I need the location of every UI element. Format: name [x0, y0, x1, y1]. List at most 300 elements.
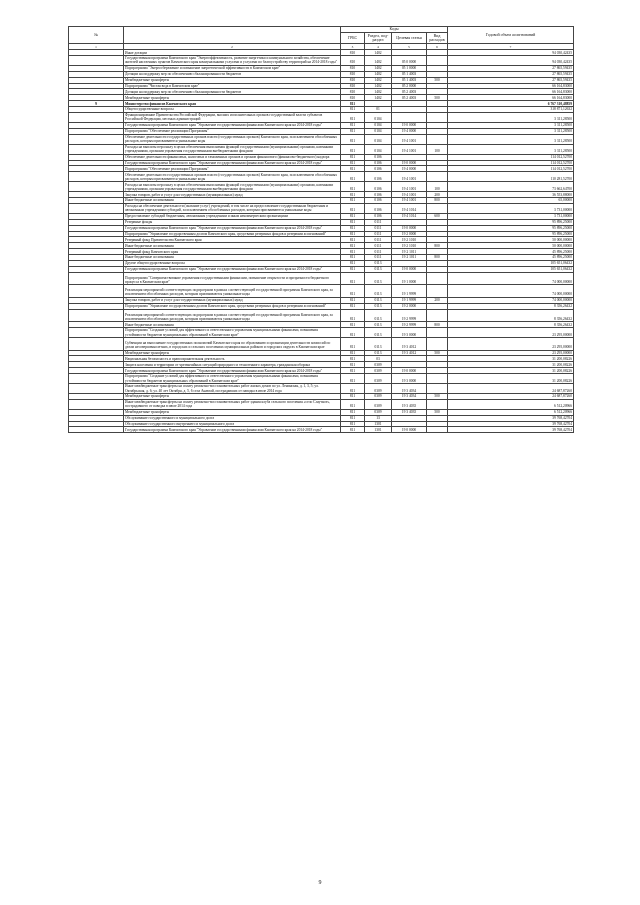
row-name: Иные дотации — [124, 50, 341, 56]
row-expense-type: 800 — [427, 322, 448, 328]
table-row — [69, 134, 574, 144]
row-expense-type — [427, 309, 448, 322]
row-number — [69, 285, 124, 298]
row-grbs: 811 — [341, 309, 365, 322]
row-number — [69, 309, 124, 322]
row-target: 19 1 9999 — [392, 297, 427, 303]
row-razdel: 0309 — [365, 374, 392, 384]
row-grbs: 811 — [341, 260, 365, 266]
row-target: 05 2 4003 — [392, 89, 427, 95]
row-number — [69, 56, 124, 66]
row-grbs: 811 — [341, 182, 365, 192]
row-name: Национальная безопасность и правоохранительная деятельность — [124, 356, 341, 362]
row-razdel: 1402 — [365, 89, 392, 95]
row-expense-type — [427, 285, 448, 298]
row-razdel: 0106 — [365, 192, 392, 198]
row-grbs: 810 — [341, 65, 365, 71]
row-expense-type: 800 — [427, 255, 448, 261]
row-name: Государственная программа Камчатского края "Управление государственными финансами Камчатского края на 2014-2018 годы" — [124, 122, 341, 128]
row-razdel: 0309 — [365, 399, 392, 409]
row-razdel: 01 — [365, 107, 392, 113]
row-grbs: 811 — [341, 128, 365, 134]
row-target: 19 3 4012 — [392, 337, 427, 350]
row-name: Подпрограмма "Создание условий для эффективного и ответственного управления муниципальными финансами, повышения устойчивости бюджетов муниципальных образований в Камчатском крае" — [124, 374, 341, 384]
row-expense-type — [427, 384, 448, 394]
row-expense-type: 800 — [427, 243, 448, 249]
row-grbs: 811 — [341, 266, 365, 272]
row-amount: 45 896,25000 — [448, 255, 574, 261]
col-sum-header: Годовой объем ассигнований — [448, 27, 574, 44]
row-razdel: 1402 — [365, 56, 392, 66]
table-row — [69, 384, 574, 394]
row-grbs: 810 — [341, 83, 365, 89]
row-grbs: 811 — [341, 154, 365, 160]
row-target: 19 0 0000 — [392, 266, 427, 272]
table-row — [69, 285, 574, 298]
row-target: 19 3 4035 — [392, 399, 427, 409]
row-name: Реализация мероприятий соответствующих подпрограмм в рамках соответствующей государственной программы Камчатского края, за исключением обособленных расходов, которым присваиваются уникальные коды — [124, 309, 341, 322]
row-target: 19 0 0000 — [392, 122, 427, 128]
row-name: Государственная программа Камчатского края "Управление государственными финансами Камчатского края на 2014-2018 годы" — [124, 427, 341, 433]
row-razdel: 0113 — [365, 285, 392, 298]
row-name: Резервные фонды — [124, 219, 341, 225]
row-target: 19 3 4012 — [392, 350, 427, 356]
row-target: 19 0 0000 — [392, 225, 427, 231]
row-amount: 105 651,06432 — [448, 266, 574, 272]
row-razdel: 0106 — [365, 154, 392, 160]
row-amount: 27 865,59435 — [448, 77, 574, 83]
row-razdel: 0104 — [365, 122, 392, 128]
row-name: Иные бюджетные ассигнования — [124, 322, 341, 328]
row-razdel: 0104 — [365, 112, 392, 122]
row-amount: 8 356,26432 — [448, 309, 574, 322]
row-grbs: 811 — [341, 303, 365, 309]
table-row — [69, 56, 574, 66]
row-amount: 23 295,00000 — [448, 328, 574, 338]
row-razdel: 0113 — [365, 337, 392, 350]
row-razdel: 0113 — [365, 328, 392, 338]
row-amount: 73 662,64700 — [448, 182, 574, 192]
row-grbs: 811 — [341, 134, 365, 144]
table-row — [69, 374, 574, 384]
row-name: Государственная программа Камчатского края "Управление государственными финансами Камчатского края на 2014-2018 годы" — [124, 160, 341, 166]
row-target: 05 1 4003 — [392, 71, 427, 77]
row-expense-type: 500 — [427, 95, 448, 101]
row-expense-type: 500 — [427, 350, 448, 356]
row-number — [69, 337, 124, 350]
row-grbs: 811 — [341, 203, 365, 213]
row-grbs: 811 — [341, 255, 365, 261]
row-razdel: 0113 — [365, 272, 392, 285]
row-razdel: 0106 — [365, 166, 392, 172]
row-target: 19 1 0000 — [392, 272, 427, 285]
row-name: Иные бюджетные ассигнования — [124, 255, 341, 261]
row-name: Расходы на выплаты персоналу в целях обеспечения выполнения функций государственными (муниципальными) органами, казенными учреждениями, органами управления государственными внебюджетными фондами — [124, 182, 341, 192]
row-name: Подпрограмма "Обеспечение реализации Программы" — [124, 166, 341, 172]
row-grbs: 811 — [341, 237, 365, 243]
row-expense-type — [427, 399, 448, 409]
row-expense-type — [427, 203, 448, 213]
row-target: 19 3 0000 — [392, 374, 427, 384]
row-expense-type — [427, 337, 448, 350]
row-grbs: 811 — [341, 192, 365, 198]
row-number — [69, 384, 124, 394]
row-target: 05 2 4003 — [392, 95, 427, 101]
row-razdel: 0106 — [365, 182, 392, 192]
budget-table-sheet — [68, 26, 573, 433]
row-expense-type — [427, 374, 448, 384]
row-name: Иные бюджетные ассигнования — [124, 243, 341, 249]
row-expense-type — [427, 172, 448, 182]
row-grbs: 811 — [341, 394, 365, 400]
row-expense-type — [427, 328, 448, 338]
row-amount: 114 012,52700 — [448, 160, 574, 166]
row-name: Дотации на поддержку мер по обеспечению сбалансированности бюджетов — [124, 89, 341, 95]
row-grbs: 811 — [341, 356, 365, 362]
row-razdel: 0309 — [365, 409, 392, 415]
row-expense-type: 800 — [427, 198, 448, 204]
row-amount: 45 896,25000 — [448, 249, 574, 255]
row-number — [69, 182, 124, 192]
table-row — [69, 337, 574, 350]
row-target: 19 3 4034 — [392, 384, 427, 394]
row-amount: 39 768,42704 — [448, 427, 574, 433]
row-razdel: 0113 — [365, 260, 392, 266]
row-target: 19 2 1011 — [392, 255, 427, 261]
row-razdel: 0309 — [365, 384, 392, 394]
row-amount: 23 295,00000 — [448, 350, 574, 356]
row-amount: 39 768,42704 — [448, 421, 574, 427]
row-number — [69, 272, 124, 285]
row-name: Дотации на поддержку мер по обеспечению сбалансированности бюджетов — [124, 71, 341, 77]
row-target: 19 4 1001 — [392, 192, 427, 198]
row-target: 19 4 1014 — [392, 213, 427, 219]
row-razdel: 0113 — [365, 322, 392, 328]
row-grbs: 811 — [341, 213, 365, 219]
row-grbs: 811 — [341, 225, 365, 231]
col-razdel-header: Раздел, под-раздел — [365, 33, 392, 44]
col-index: 5 — [392, 44, 427, 50]
row-amount: 318 871,12632 — [448, 107, 574, 113]
row-amount: 3 731,00000 — [448, 213, 574, 219]
row-grbs: 811 — [341, 337, 365, 350]
row-amount: 27 865,59435 — [448, 71, 574, 77]
row-grbs: 811 — [341, 101, 365, 107]
row-amount: 94 030,42435 — [448, 50, 574, 56]
col-index: 2 — [124, 44, 341, 50]
row-target: 19 4 1001 — [392, 182, 427, 192]
row-target: 19 1 9999 — [392, 285, 427, 298]
col-name-header — [124, 27, 341, 44]
row-number — [69, 172, 124, 182]
row-target: 19 2 9999 — [392, 309, 427, 322]
row-target: 19 4 1001 — [392, 144, 427, 154]
row-razdel: 0111 — [365, 255, 392, 261]
row-name: Межбюджетные трансферты — [124, 394, 341, 400]
row-amount: 110 281,52700 — [448, 172, 574, 182]
row-amount: 66 164,83000 — [448, 95, 574, 101]
row-grbs: 810 — [341, 89, 365, 95]
row-amount: 6 767 310,48859 — [448, 101, 574, 107]
row-name: Обеспечение деятельности государственных органов власти (государственных органов) Камчатского края, за исключением обособленных расходов, которым присваиваются уникальные коды — [124, 134, 341, 144]
row-amount: 105 651,06432 — [448, 260, 574, 266]
row-amount: 50 000,00000 — [448, 237, 574, 243]
row-amount: 36 553,88000 — [448, 192, 574, 198]
row-grbs: 811 — [341, 285, 365, 298]
table-row — [69, 172, 574, 182]
row-grbs: 811 — [341, 243, 365, 249]
row-target: 19 0 0000 — [392, 368, 427, 374]
row-name: Межбюджетные трансферты — [124, 409, 341, 415]
row-amount: 50 000,00000 — [448, 243, 574, 249]
row-expense-type: 200 — [427, 192, 448, 198]
row-target: 05 0 0000 — [392, 56, 427, 66]
row-name: Государственная программа Камчатского края "Управление государственными финансами Камчатского края на 2014-2018 годы" — [124, 225, 341, 231]
row-razdel: 0106 — [365, 198, 392, 204]
row-target: 05 2 0000 — [392, 83, 427, 89]
table-row — [69, 182, 574, 192]
row-razdel: 1402 — [365, 50, 392, 56]
row-grbs: 811 — [341, 198, 365, 204]
row-amount: 95 896,25000 — [448, 231, 574, 237]
col-number-header: № — [69, 27, 124, 44]
table-row — [69, 203, 574, 213]
row-razdel: 0106 — [365, 172, 392, 182]
col-index: 4 — [365, 44, 392, 50]
row-expense-type — [427, 56, 448, 66]
row-amount: 24 687,87260 — [448, 394, 574, 400]
row-grbs: 811 — [341, 328, 365, 338]
row-grbs: 811 — [341, 322, 365, 328]
table-row — [69, 309, 574, 322]
col-index: 3 — [341, 44, 365, 50]
row-name: Расходы на обеспечение деятельности (оказание услуг) учреждений, в том числе на предоставление государственным бюджетным и автономным учреждениям субсидий, за исключением обособленных расходов, которым присваиваются уникальные коды — [124, 203, 341, 213]
table-row — [69, 427, 574, 433]
row-name: Подпрограмма "Управление государственным долгом Камчатского края, средствами резервных фондов и резервами ассигнований" — [124, 231, 341, 237]
row-target: 19 2 1010 — [392, 243, 427, 249]
row-grbs: 811 — [341, 172, 365, 182]
row-razdel: 1402 — [365, 65, 392, 71]
row-name: Расходы на выплаты персоналу в целях обеспечения выполнения функций государственными (муниципальными) органами, казенными учреждениями, органами управления государственными внебюджетными фондами — [124, 144, 341, 154]
row-target: 19 4 1001 — [392, 172, 427, 182]
row-amount: 8 356,26432 — [448, 322, 574, 328]
row-grbs: 811 — [341, 427, 365, 433]
row-name: Подпрограмма "Управление государственным долгом Камчатского края, средствами резервных фондов и резервами ассигнований" — [124, 303, 341, 309]
row-amount: 74 000,00000 — [448, 272, 574, 285]
table-row — [69, 399, 574, 409]
budget-table-body — [69, 50, 574, 433]
row-razdel: 0111 — [365, 231, 392, 237]
row-grbs: 811 — [341, 297, 365, 303]
row-grbs: 811 — [341, 409, 365, 415]
col-codes-header: Коды — [341, 27, 448, 33]
row-amount: 31 200,08226 — [448, 374, 574, 384]
col-index: 6 — [427, 44, 448, 50]
table-row — [69, 144, 574, 154]
table-row — [69, 328, 574, 338]
row-grbs: 811 — [341, 272, 365, 285]
row-razdel: 0113 — [365, 297, 392, 303]
row-grbs: 810 — [341, 56, 365, 66]
row-target: 19 0 0000 — [392, 160, 427, 166]
row-razdel: 1402 — [365, 77, 392, 83]
row-name: Подпрограмма "Обеспечение реализации Программы" — [124, 128, 341, 134]
row-amount: 66 164,83000 — [448, 83, 574, 89]
row-grbs: 811 — [341, 384, 365, 394]
row-razdel: 0113 — [365, 303, 392, 309]
row-target: 19 4 1014 — [392, 203, 427, 213]
row-razdel: 0104 — [365, 134, 392, 144]
row-amount: 8 356,26432 — [448, 303, 574, 309]
row-grbs: 811 — [341, 160, 365, 166]
col-grbs-header: ГРБС — [341, 33, 365, 44]
row-name: Субвенции на выполнение государственных полномочий Камчатского края по образованию и организации деятельности комиссий по делам несовершеннолетних, в городских и сельских поселениях муниципальных районов и городских округах в Камчатском крае — [124, 337, 341, 350]
row-name: Министерство финансов Камчатского края — [124, 101, 341, 107]
row-name: Резервный фонд Камчатского края — [124, 249, 341, 255]
row-target: 19 2 9999 — [392, 322, 427, 328]
row-razdel: 0106 — [365, 160, 392, 166]
row-name: Подпрограмма "Чистая вода в Камчатском крае" — [124, 83, 341, 89]
row-amount: 74 000,00000 — [448, 297, 574, 303]
row-grbs: 811 — [341, 144, 365, 154]
row-razdel: 1402 — [365, 83, 392, 89]
row-grbs: 811 — [341, 415, 365, 421]
row-razdel: 1402 — [365, 71, 392, 77]
row-grbs: 810 — [341, 95, 365, 101]
row-number — [69, 427, 124, 433]
row-number — [69, 112, 124, 122]
row-amount: 27 865,59435 — [448, 65, 574, 71]
row-target: 19 2 0000 — [392, 303, 427, 309]
row-expense-type — [427, 427, 448, 433]
row-name: Подпрограмма "Энергосбережение и повышение энергетической эффективности в Камчатском крае" — [124, 65, 341, 71]
row-expense-type: 600 — [427, 213, 448, 219]
row-grbs: 810 — [341, 50, 365, 56]
row-grbs: 811 — [341, 122, 365, 128]
row-amount: 3 311,28500 — [448, 122, 574, 128]
col-vr-header: Вид расходов — [427, 33, 448, 44]
row-amount: 3 311,28500 — [448, 134, 574, 144]
row-amount: 95 896,25000 — [448, 225, 574, 231]
row-razdel: 0111 — [365, 225, 392, 231]
row-razdel: 0106 — [365, 213, 392, 219]
row-grbs: 811 — [341, 374, 365, 384]
row-number — [69, 399, 124, 409]
row-expense-type: 200 — [427, 297, 448, 303]
row-target: 19 2 0000 — [392, 231, 427, 237]
row-grbs: 811 — [341, 249, 365, 255]
budget-table — [68, 26, 574, 433]
row-razdel: 0104 — [365, 144, 392, 154]
row-amount: 6 512,20966 — [448, 409, 574, 415]
row-expense-type: 500 — [427, 394, 448, 400]
row-name: Закупка товаров, работ и услуг для государственных (муниципальных) нужд — [124, 192, 341, 198]
row-amount: 94 030,42435 — [448, 56, 574, 66]
row-number — [69, 374, 124, 384]
row-target: 19 0 0000 — [392, 427, 427, 433]
row-grbs: 810 — [341, 77, 365, 83]
row-name: Подпрограмма "Совершенствование управления государственными финансами, повышение открытости и прозрачности бюджетного процесса в Камчатском крае" — [124, 272, 341, 285]
row-name: Функционирование Правительства Российской Федерации, высших исполнительных органов государственной власти субъектов Российской Федерации, местных администраций — [124, 112, 341, 122]
row-razdel: 0309 — [365, 394, 392, 400]
row-grbs: 811 — [341, 112, 365, 122]
row-target: 19 3 0000 — [392, 328, 427, 338]
row-name: Межбюджетные трансферты — [124, 350, 341, 356]
row-amount: 3 731,00000 — [448, 203, 574, 213]
row-name: Резервный фонд Правительства Камчатского края — [124, 237, 341, 243]
row-amount: 31 200,08226 — [448, 356, 574, 362]
row-name: Иные межбюджетные трансферты на оплату ремонтно-восстановительных работ жилых домов по ул. Ленинская, д. 1, 3, 5; ул. Октябрьская, д. 6; ул. 40 лет Октября, д. 5, 6 села Анавгай, пострадавших от паводка в июле 2014 года — [124, 384, 341, 394]
row-target: 19 4 0000 — [392, 128, 427, 134]
row-number: 9 — [69, 101, 124, 107]
row-number — [69, 134, 124, 144]
row-amount: 74 000,00000 — [448, 285, 574, 298]
row-razdel: 0113 — [365, 350, 392, 356]
row-target: 05 1 0000 — [392, 65, 427, 71]
row-name: Обслуживание государственного внутреннего и муниципального долга — [124, 421, 341, 427]
row-razdel: 0111 — [365, 219, 392, 225]
row-name: Обслуживание государственного и муниципального долга — [124, 415, 341, 421]
row-name: Обеспечение деятельности финансовых, налоговых и таможенных органов и органов финансового (финансово-бюджетного) надзора — [124, 154, 341, 160]
col-cs-header: Целевая статья — [392, 33, 427, 44]
row-name: Предоставление субсидий бюджетным, автономным учреждениям и иным некоммерческим организациям — [124, 213, 341, 219]
row-expense-type — [427, 134, 448, 144]
row-razdel: 1301 — [365, 427, 392, 433]
row-amount: 114 012,52700 — [448, 154, 574, 160]
row-number — [69, 203, 124, 213]
table-row — [69, 272, 574, 285]
row-grbs: 810 — [341, 71, 365, 77]
row-name: Иные межбюджетные трансферты на оплату ремонтно-восстановительных работ здания клуба сельского поселения «село Слаутное», пострадавшего от паводка в июле 2014 года — [124, 399, 341, 409]
row-razdel: 0111 — [365, 237, 392, 243]
row-target: 19 4 1001 — [392, 198, 427, 204]
row-amount: 31 200,08226 — [448, 362, 574, 368]
row-name: Государственная программа Камчатского края "Энергоэффективность, развитие энергетики и коммунального хозяйства, обеспечение жителей населенных пунктов Камчатского края коммунальными услугами и услугами по благоустройству территорий на 2014-2018 годы" — [124, 56, 341, 66]
row-grbs: 811 — [341, 350, 365, 356]
row-razdel: 03 — [365, 356, 392, 362]
col-index: 7 — [448, 44, 574, 50]
row-razdel: 0104 — [365, 128, 392, 134]
row-razdel: 1402 — [365, 95, 392, 101]
row-amount: 39 768,42704 — [448, 415, 574, 421]
row-grbs: 811 — [341, 219, 365, 225]
col-index: 1 — [69, 44, 124, 50]
row-grbs: 811 — [341, 166, 365, 172]
row-razdel: 1301 — [365, 421, 392, 427]
row-name: Закупка товаров, работ и услуг для государственных (муниципальных) нужд — [124, 297, 341, 303]
row-amount: 31 200,08226 — [448, 368, 574, 374]
row-amount: 3 311,28500 — [448, 112, 574, 122]
row-razdel: 0113 — [365, 309, 392, 322]
row-number — [69, 328, 124, 338]
row-amount: 23 295,00000 — [448, 337, 574, 350]
row-expense-type — [427, 272, 448, 285]
row-target: 19 3 4035 — [392, 409, 427, 415]
row-razdel: 0111 — [365, 243, 392, 249]
row-razdel: 0113 — [365, 266, 392, 272]
row-expense-type: 500 — [427, 77, 448, 83]
row-amount: 114 012,52700 — [448, 166, 574, 172]
row-grbs: 811 — [341, 107, 365, 113]
row-grbs: 811 — [341, 421, 365, 427]
row-amount: 3 311,28500 — [448, 144, 574, 154]
row-amount: 95 896,25000 — [448, 219, 574, 225]
row-amount: 6 512,20966 — [448, 399, 574, 409]
row-amount: 66 164,83000 — [448, 89, 574, 95]
row-name: Общегосударственные вопросы — [124, 107, 341, 113]
row-name: Реализация мероприятий соответствующих подпрограмм в рамках соответствующей государственной программы Камчатского края, за исключением обособленных расходов, которым присваиваются уникальные коды — [124, 285, 341, 298]
row-grbs: 811 — [341, 362, 365, 368]
